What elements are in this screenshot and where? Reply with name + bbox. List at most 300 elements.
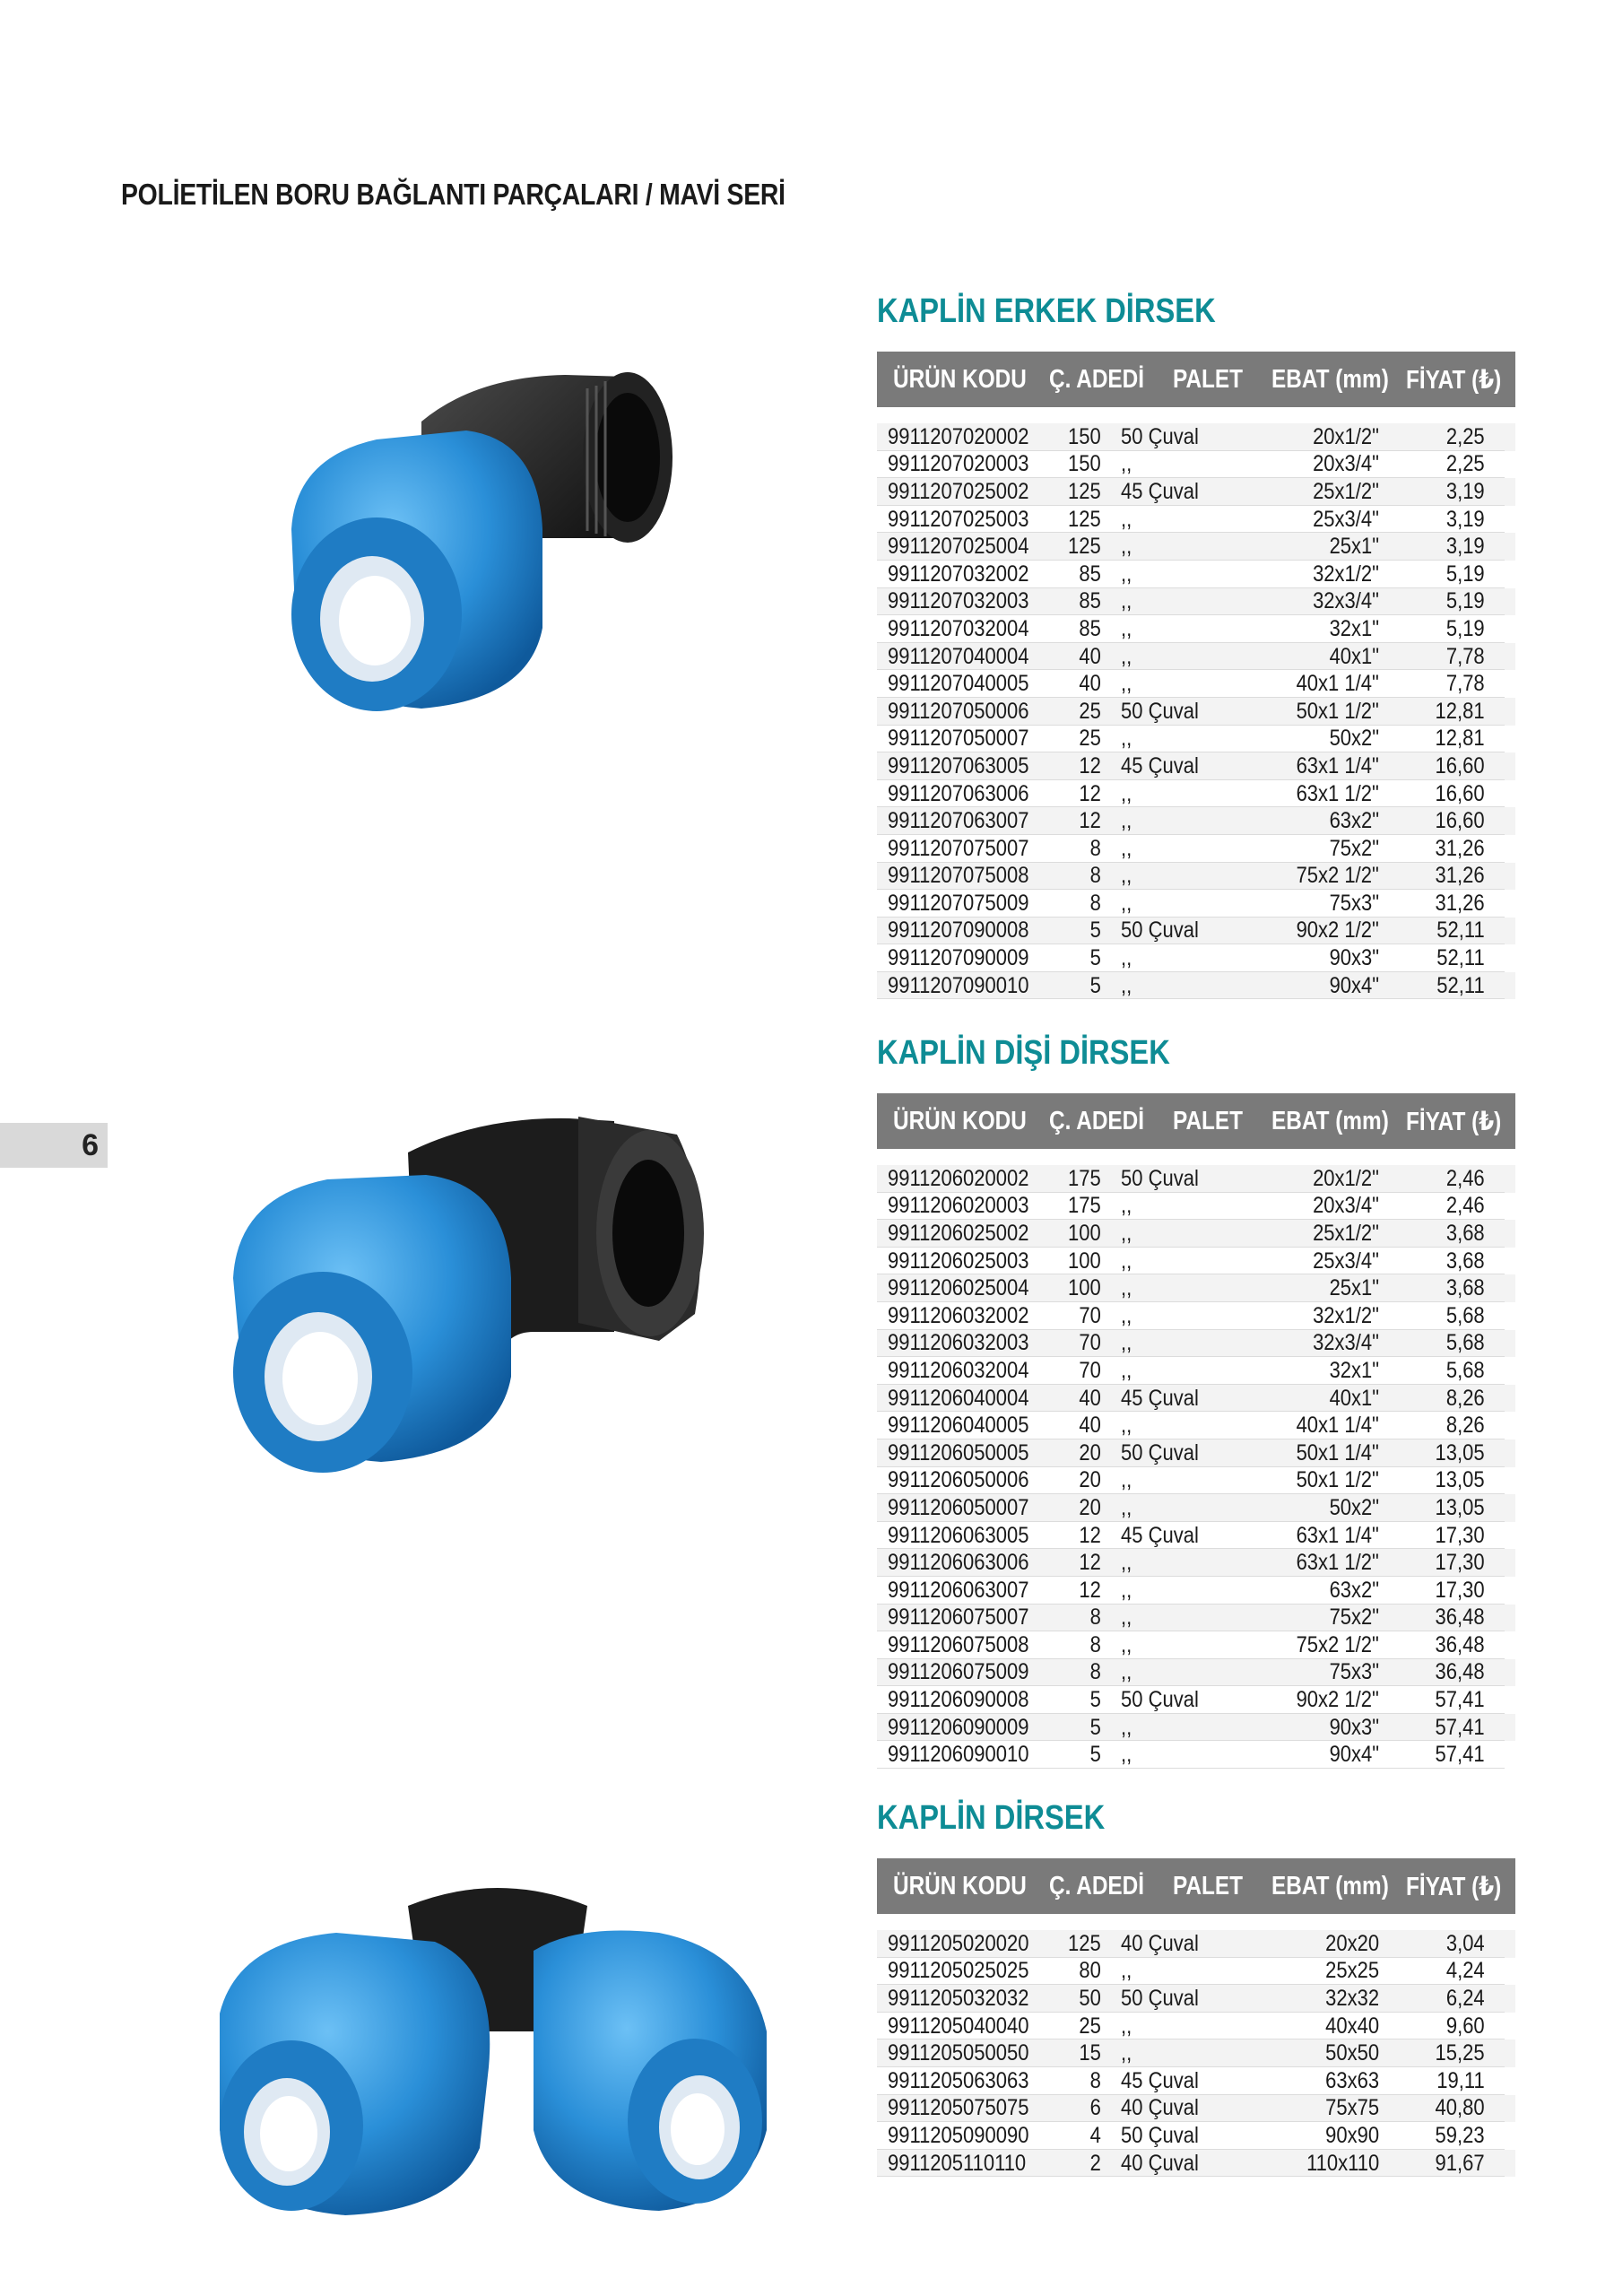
cell-product-code: 9911206075009 bbox=[888, 1659, 1029, 1685]
cell-price: 36,48 bbox=[1435, 1631, 1485, 1657]
cell-pallet: 45 Çuval bbox=[1121, 752, 1199, 778]
cell-bag-qty-wrap bbox=[1047, 753, 1101, 779]
cell-size: 75x75 bbox=[1325, 2095, 1379, 2121]
cell-bag-qty: 85 bbox=[1079, 615, 1101, 641]
cell-size-wrap bbox=[1261, 616, 1379, 642]
cell-size-wrap bbox=[1261, 753, 1379, 779]
cell-size: 32x3/4" bbox=[1313, 1330, 1379, 1356]
cell-pallet-wrap bbox=[1101, 1958, 1261, 1984]
cell-product-code-wrap bbox=[877, 588, 1047, 614]
cell-price-wrap bbox=[1379, 1386, 1485, 1412]
cell-size: 25x1/2" bbox=[1313, 1220, 1379, 1246]
cell-size-wrap bbox=[1261, 2040, 1379, 2066]
cell-price-wrap bbox=[1379, 1495, 1485, 1521]
cell-bag-qty-wrap bbox=[1047, 2013, 1101, 2039]
cell-price-wrap bbox=[1379, 1193, 1485, 1219]
cell-price-wrap bbox=[1379, 973, 1485, 999]
cell-size-wrap bbox=[1261, 1193, 1379, 1219]
cell-size-wrap bbox=[1261, 2068, 1379, 2094]
cell-price: 5,68 bbox=[1446, 1330, 1485, 1356]
cell-size: 90x2 1/2" bbox=[1296, 918, 1379, 944]
cell-price: 3,68 bbox=[1446, 1275, 1485, 1301]
cell-bag-qty: 12 bbox=[1079, 1522, 1101, 1548]
cell-product-code-wrap bbox=[877, 2068, 1047, 2094]
table-body bbox=[877, 1165, 1515, 1769]
cell-size-wrap bbox=[1261, 424, 1379, 450]
cell-price: 36,48 bbox=[1435, 1605, 1485, 1631]
cell-size-wrap bbox=[1261, 699, 1379, 725]
cell-pallet: ,, bbox=[1121, 534, 1132, 560]
cell-bag-qty: 5 bbox=[1089, 1714, 1101, 1740]
cell-pallet-wrap bbox=[1101, 918, 1261, 944]
cell-bag-qty: 20 bbox=[1079, 1467, 1101, 1493]
cell-size-wrap bbox=[1261, 561, 1379, 587]
cell-size: 90x2 1/2" bbox=[1296, 1687, 1379, 1713]
cell-size-wrap bbox=[1261, 973, 1379, 999]
cell-product-code-wrap bbox=[877, 1248, 1047, 1274]
cell-product-code-wrap bbox=[877, 1358, 1047, 1384]
cell-bag-qty: 125 bbox=[1068, 534, 1101, 560]
cell-size: 75x2 1/2" bbox=[1296, 863, 1379, 889]
table-row bbox=[877, 1357, 1515, 1385]
cell-size-wrap bbox=[1261, 918, 1379, 944]
cell-bag-qty-wrap bbox=[1047, 891, 1101, 917]
cell-pallet-wrap bbox=[1101, 1221, 1261, 1247]
cell-product-code-wrap bbox=[877, 726, 1047, 752]
cell-bag-qty: 5 bbox=[1089, 1687, 1101, 1713]
header-pallet: PALET bbox=[1173, 1871, 1244, 1900]
cell-size: 63x1 1/4" bbox=[1296, 1522, 1379, 1548]
cell-pallet-wrap bbox=[1101, 616, 1261, 642]
cell-pallet-wrap bbox=[1101, 1358, 1261, 1384]
cell-bag-qty-wrap bbox=[1047, 561, 1101, 587]
table-row bbox=[877, 918, 1515, 945]
cell-bag-qty: 85 bbox=[1079, 561, 1101, 587]
cell-bag-qty: 8 bbox=[1089, 1659, 1101, 1685]
cell-price-wrap bbox=[1379, 588, 1485, 614]
cell-bag-qty: 12 bbox=[1079, 1550, 1101, 1576]
cell-size: 25x1" bbox=[1329, 534, 1379, 560]
cell-product-code: 9911206025004 bbox=[888, 1275, 1029, 1301]
cell-bag-qty: 20 bbox=[1079, 1439, 1101, 1465]
cell-bag-qty-wrap bbox=[1047, 1166, 1101, 1192]
cell-pallet-wrap bbox=[1101, 1523, 1261, 1549]
cell-bag-qty-wrap bbox=[1047, 1523, 1101, 1549]
cell-size-wrap bbox=[1261, 1358, 1379, 1384]
table-header bbox=[877, 352, 1515, 407]
cell-size: 32x1" bbox=[1329, 615, 1379, 641]
cell-product-code: 9911205063063 bbox=[888, 2067, 1029, 2093]
page-title: POLİETİLEN BORU BAĞLANTI PARÇALARI / MAVİ SERİ bbox=[121, 178, 785, 211]
header-product-code: ÜRÜN KODU bbox=[893, 1106, 1027, 1135]
cell-size-wrap bbox=[1261, 1248, 1379, 1274]
cell-pallet-wrap bbox=[1101, 1931, 1261, 1957]
table-row bbox=[877, 1686, 1515, 1714]
cell-bag-qty: 8 bbox=[1089, 1631, 1101, 1657]
cell-bag-qty: 40 bbox=[1079, 671, 1101, 697]
cell-product-code-wrap bbox=[877, 1958, 1047, 1984]
cell-pallet-wrap bbox=[1101, 1386, 1261, 1412]
cell-price-wrap bbox=[1379, 534, 1485, 560]
table-row bbox=[877, 1741, 1515, 1769]
cell-pallet: 50 Çuval bbox=[1121, 2122, 1199, 2148]
cell-product-code: 9911205090090 bbox=[888, 2122, 1029, 2148]
cell-pallet: ,, bbox=[1121, 1220, 1132, 1246]
cell-price: 12,81 bbox=[1435, 726, 1485, 752]
cell-pallet-wrap bbox=[1101, 1303, 1261, 1329]
cell-size-wrap bbox=[1261, 1166, 1379, 1192]
header-bag-qty: Ç. ADEDİ bbox=[1049, 364, 1145, 394]
cell-bag-qty: 2 bbox=[1089, 2150, 1101, 2176]
table-row bbox=[877, 533, 1515, 561]
cell-price: 5,19 bbox=[1446, 615, 1485, 641]
cell-price: 91,67 bbox=[1435, 2150, 1485, 2176]
cell-pallet-wrap bbox=[1101, 973, 1261, 999]
cell-bag-qty: 8 bbox=[1089, 863, 1101, 889]
cell-product-code: 9911207075008 bbox=[888, 863, 1029, 889]
cell-price: 52,11 bbox=[1436, 918, 1485, 944]
cell-product-code-wrap bbox=[877, 1986, 1047, 2012]
cell-bag-qty: 85 bbox=[1079, 588, 1101, 614]
cell-price: 7,78 bbox=[1446, 643, 1485, 669]
table-row bbox=[877, 698, 1515, 726]
cell-product-code: 9911207025003 bbox=[888, 506, 1029, 532]
cell-price-wrap bbox=[1379, 507, 1485, 533]
cell-size-wrap bbox=[1261, 1931, 1379, 1957]
cell-product-code: 9911207032002 bbox=[888, 561, 1029, 587]
table-row bbox=[877, 1412, 1515, 1439]
cell-price: 52,11 bbox=[1436, 972, 1485, 998]
cell-bag-qty-wrap bbox=[1047, 1958, 1101, 1984]
table-row bbox=[877, 1467, 1515, 1495]
cell-price-wrap bbox=[1379, 1330, 1485, 1356]
cell-product-code: 9911206025002 bbox=[888, 1220, 1029, 1246]
cell-price-wrap bbox=[1379, 1221, 1485, 1247]
cell-price: 5,19 bbox=[1446, 561, 1485, 587]
section-title: KAPLİN DİRSEK bbox=[877, 1799, 1106, 1837]
cell-price: 13,05 bbox=[1435, 1439, 1485, 1465]
cell-price-wrap bbox=[1379, 1166, 1485, 1192]
cell-product-code-wrap bbox=[877, 699, 1047, 725]
cell-bag-qty: 15 bbox=[1079, 2040, 1101, 2066]
table-row bbox=[877, 1549, 1515, 1577]
cell-price-wrap bbox=[1379, 2151, 1485, 2177]
cell-product-code: 9911205050050 bbox=[888, 2040, 1029, 2066]
cell-price: 8,26 bbox=[1446, 1413, 1485, 1439]
cell-pallet-wrap bbox=[1101, 451, 1261, 477]
cell-pallet: 50 Çuval bbox=[1121, 1687, 1199, 1713]
cell-size: 20x1/2" bbox=[1313, 1165, 1379, 1191]
cell-size-wrap bbox=[1261, 1659, 1379, 1685]
cell-pallet: ,, bbox=[1121, 451, 1132, 477]
cell-bag-qty: 125 bbox=[1068, 1930, 1101, 1956]
cell-size-wrap bbox=[1261, 451, 1379, 477]
cell-bag-qty-wrap bbox=[1047, 1221, 1101, 1247]
cell-pallet: ,, bbox=[1121, 1357, 1132, 1383]
cell-product-code-wrap bbox=[877, 1275, 1047, 1301]
cell-product-code-wrap bbox=[877, 1440, 1047, 1466]
cell-price: 4,24 bbox=[1446, 1958, 1485, 1984]
section-male-elbow bbox=[877, 291, 1515, 999]
cell-product-code: 9911207090008 bbox=[888, 918, 1029, 944]
cell-bag-qty: 125 bbox=[1068, 478, 1101, 504]
header-pallet: PALET bbox=[1173, 364, 1244, 394]
cell-pallet-wrap bbox=[1101, 1413, 1261, 1439]
cell-price-wrap bbox=[1379, 1632, 1485, 1658]
cell-size: 110x110 bbox=[1306, 2150, 1379, 2176]
cell-price-wrap bbox=[1379, 1605, 1485, 1631]
cell-price: 2,25 bbox=[1446, 423, 1485, 449]
cell-size: 25x25 bbox=[1325, 1958, 1379, 1984]
cell-size-wrap bbox=[1261, 1550, 1379, 1576]
cell-bag-qty-wrap bbox=[1047, 2151, 1101, 2177]
cell-pallet-wrap bbox=[1101, 863, 1261, 889]
cell-bag-qty: 12 bbox=[1079, 808, 1101, 834]
cell-size-wrap bbox=[1261, 836, 1379, 862]
cell-pallet-wrap bbox=[1101, 836, 1261, 862]
cell-pallet-wrap bbox=[1101, 1742, 1261, 1768]
table-row bbox=[877, 1193, 1515, 1221]
cell-product-code-wrap bbox=[877, 1303, 1047, 1329]
cell-bag-qty-wrap bbox=[1047, 1931, 1101, 1957]
header-price: FİYAT (₺) bbox=[1406, 365, 1502, 395]
cell-size-wrap bbox=[1261, 644, 1379, 670]
table-row bbox=[877, 561, 1515, 588]
cell-pallet: ,, bbox=[1121, 671, 1132, 697]
cell-bag-qty-wrap bbox=[1047, 588, 1101, 614]
table-row bbox=[877, 726, 1515, 753]
header-size: EBAT (mm) bbox=[1271, 364, 1389, 394]
cell-product-code-wrap bbox=[877, 1687, 1047, 1713]
cell-bag-qty-wrap bbox=[1047, 507, 1101, 533]
cell-bag-qty-wrap bbox=[1047, 1632, 1101, 1658]
cell-price-wrap bbox=[1379, 451, 1485, 477]
cell-pallet: ,, bbox=[1121, 1248, 1132, 1274]
cell-bag-qty-wrap bbox=[1047, 451, 1101, 477]
cell-pallet-wrap bbox=[1101, 1578, 1261, 1604]
cell-pallet: ,, bbox=[1121, 1550, 1132, 1576]
cell-size: 40x1 1/4" bbox=[1296, 1413, 1379, 1439]
cell-size: 32x32 bbox=[1325, 1985, 1379, 2011]
cell-pallet-wrap bbox=[1101, 1550, 1261, 1576]
cell-price: 59,23 bbox=[1435, 2122, 1485, 2148]
cell-product-code-wrap bbox=[877, 1193, 1047, 1219]
cell-bag-qty-wrap bbox=[1047, 863, 1101, 889]
table-row bbox=[877, 643, 1515, 671]
cell-pallet-wrap bbox=[1101, 1193, 1261, 1219]
table-row bbox=[877, 478, 1515, 506]
cell-price-wrap bbox=[1379, 2095, 1485, 2121]
cell-price: 17,30 bbox=[1435, 1522, 1485, 1548]
cell-product-code-wrap bbox=[877, 1166, 1047, 1192]
cell-pallet: ,, bbox=[1121, 1330, 1132, 1356]
cell-size: 50x1 1/2" bbox=[1296, 1467, 1379, 1493]
cell-size: 40x1" bbox=[1329, 643, 1379, 669]
cell-bag-qty-wrap bbox=[1047, 616, 1101, 642]
cell-pallet-wrap bbox=[1101, 1687, 1261, 1713]
cell-size-wrap bbox=[1261, 1303, 1379, 1329]
cell-product-code: 9911206040005 bbox=[888, 1413, 1029, 1439]
cell-pallet: 50 Çuval bbox=[1121, 918, 1199, 944]
cell-price-wrap bbox=[1379, 1578, 1485, 1604]
cell-price: 57,41 bbox=[1435, 1742, 1485, 1768]
cell-bag-qty: 100 bbox=[1068, 1248, 1101, 1274]
cell-size-wrap bbox=[1261, 2095, 1379, 2121]
cell-bag-qty-wrap bbox=[1047, 1358, 1101, 1384]
cell-bag-qty-wrap bbox=[1047, 726, 1101, 752]
header-price: FİYAT (₺) bbox=[1406, 1872, 1502, 1901]
cell-price: 3,19 bbox=[1446, 534, 1485, 560]
table-row bbox=[877, 1165, 1515, 1193]
cell-price-wrap bbox=[1379, 1931, 1485, 1957]
cell-product-code-wrap bbox=[877, 1495, 1047, 1521]
cell-size-wrap bbox=[1261, 1467, 1379, 1493]
cell-size: 63x2" bbox=[1329, 808, 1379, 834]
cell-size: 50x1 1/4" bbox=[1296, 1439, 1379, 1465]
cell-price: 36,48 bbox=[1435, 1659, 1485, 1685]
cell-size-wrap bbox=[1261, 534, 1379, 560]
table-row bbox=[877, 1248, 1515, 1275]
cell-size-wrap bbox=[1261, 671, 1379, 697]
cell-product-code: 9911205032032 bbox=[888, 1985, 1029, 2011]
cell-pallet-wrap bbox=[1101, 1330, 1261, 1356]
cell-price-wrap bbox=[1379, 1440, 1485, 1466]
cell-price: 16,60 bbox=[1435, 780, 1485, 806]
header-size: EBAT (mm) bbox=[1271, 1871, 1389, 1900]
cell-size: 40x40 bbox=[1325, 2013, 1379, 2039]
cell-price-wrap bbox=[1379, 1467, 1485, 1493]
cell-size: 63x1 1/2" bbox=[1296, 1550, 1379, 1576]
section-title: KAPLİN ERKEK DİRSEK bbox=[877, 292, 1216, 330]
cell-product-code: 9911205020020 bbox=[888, 1930, 1029, 1956]
cell-pallet: 45 Çuval bbox=[1121, 478, 1199, 504]
cell-bag-qty-wrap bbox=[1047, 2068, 1101, 2094]
cell-size: 20x20 bbox=[1325, 1930, 1379, 1956]
cell-pallet-wrap bbox=[1101, 507, 1261, 533]
table-row bbox=[877, 2067, 1515, 2095]
cell-price: 31,26 bbox=[1435, 863, 1485, 889]
cell-size: 32x1" bbox=[1329, 1357, 1379, 1383]
cell-size-wrap bbox=[1261, 863, 1379, 889]
cell-product-code-wrap bbox=[877, 863, 1047, 889]
header-price: FİYAT (₺) bbox=[1406, 1107, 1502, 1136]
cell-pallet: ,, bbox=[1121, 780, 1132, 806]
cell-bag-qty-wrap bbox=[1047, 1605, 1101, 1631]
cell-bag-qty: 40 bbox=[1079, 1413, 1101, 1439]
cell-bag-qty: 8 bbox=[1089, 835, 1101, 861]
cell-product-code-wrap bbox=[877, 1605, 1047, 1631]
cell-bag-qty-wrap bbox=[1047, 2095, 1101, 2121]
table-row bbox=[877, 890, 1515, 918]
cell-product-code-wrap bbox=[877, 1523, 1047, 1549]
cell-price-wrap bbox=[1379, 1358, 1485, 1384]
cell-product-code-wrap bbox=[877, 1578, 1047, 1604]
cell-product-code: 9911207063006 bbox=[888, 780, 1029, 806]
cell-size-wrap bbox=[1261, 1958, 1379, 1984]
table-header bbox=[877, 1093, 1515, 1149]
cell-product-code: 9911206090010 bbox=[888, 1742, 1029, 1768]
cell-price-wrap bbox=[1379, 1986, 1485, 2012]
cell-product-code-wrap bbox=[877, 1386, 1047, 1412]
cell-product-code-wrap bbox=[877, 1632, 1047, 1658]
cell-size: 25x1" bbox=[1329, 1275, 1379, 1301]
cell-price-wrap bbox=[1379, 918, 1485, 944]
cell-product-code-wrap bbox=[877, 973, 1047, 999]
cell-pallet: 45 Çuval bbox=[1121, 1385, 1199, 1411]
cell-price-wrap bbox=[1379, 863, 1485, 889]
cell-pallet-wrap bbox=[1101, 424, 1261, 450]
table-row bbox=[877, 1522, 1515, 1550]
cell-pallet-wrap bbox=[1101, 781, 1261, 807]
cell-product-code-wrap bbox=[877, 2123, 1047, 2149]
cell-size-wrap bbox=[1261, 2151, 1379, 2177]
cell-bag-qty: 70 bbox=[1079, 1357, 1101, 1383]
cell-bag-qty-wrap bbox=[1047, 973, 1101, 999]
cell-price: 16,60 bbox=[1435, 808, 1485, 834]
cell-bag-qty-wrap bbox=[1047, 1413, 1101, 1439]
cell-size-wrap bbox=[1261, 1632, 1379, 1658]
cell-size: 90x90 bbox=[1325, 2122, 1379, 2148]
header-size: EBAT (mm) bbox=[1271, 1106, 1389, 1135]
table-row bbox=[877, 1985, 1515, 2013]
cell-product-code-wrap bbox=[877, 918, 1047, 944]
cell-price: 2,25 bbox=[1446, 451, 1485, 477]
cell-size: 20x1/2" bbox=[1313, 423, 1379, 449]
cell-product-code-wrap bbox=[877, 616, 1047, 642]
table-row bbox=[877, 835, 1515, 863]
cell-product-code-wrap bbox=[877, 534, 1047, 560]
table-row bbox=[877, 423, 1515, 451]
cell-price: 31,26 bbox=[1435, 835, 1485, 861]
cell-size: 50x2" bbox=[1329, 726, 1379, 752]
cell-bag-qty: 100 bbox=[1068, 1275, 1101, 1301]
cell-product-code: 9911206020002 bbox=[888, 1165, 1029, 1191]
table-row bbox=[877, 863, 1515, 891]
section-title: KAPLİN DİŞİ DİRSEK bbox=[877, 1034, 1170, 1072]
cell-price: 15,25 bbox=[1435, 2040, 1485, 2066]
cell-product-code: 9911206032003 bbox=[888, 1330, 1029, 1356]
table-row bbox=[877, 506, 1515, 534]
cell-pallet: ,, bbox=[1121, 588, 1132, 614]
table-row bbox=[877, 2039, 1515, 2067]
cell-pallet: ,, bbox=[1121, 1413, 1132, 1439]
cell-pallet-wrap bbox=[1101, 1495, 1261, 1521]
cell-pallet: ,, bbox=[1121, 561, 1132, 587]
cell-size: 75x2 1/2" bbox=[1296, 1631, 1379, 1657]
cell-pallet: ,, bbox=[1121, 2013, 1132, 2039]
cell-product-code: 9911206032002 bbox=[888, 1302, 1029, 1328]
cell-bag-qty-wrap bbox=[1047, 671, 1101, 697]
cell-product-code-wrap bbox=[877, 2151, 1047, 2177]
table-row bbox=[877, 2013, 1515, 2040]
cell-product-code: 9911207040005 bbox=[888, 671, 1029, 697]
cell-price-wrap bbox=[1379, 2123, 1485, 2149]
cell-pallet-wrap bbox=[1101, 2040, 1261, 2066]
table-row bbox=[877, 807, 1515, 835]
cell-pallet-wrap bbox=[1101, 2095, 1261, 2121]
cell-product-code: 9911206020003 bbox=[888, 1193, 1029, 1219]
cell-price: 17,30 bbox=[1435, 1577, 1485, 1603]
cell-product-code: 9911207063007 bbox=[888, 808, 1029, 834]
cell-pallet-wrap bbox=[1101, 891, 1261, 917]
table-row bbox=[877, 451, 1515, 479]
cell-price: 8,26 bbox=[1446, 1385, 1485, 1411]
cell-pallet: 40 Çuval bbox=[1121, 1930, 1199, 1956]
table-row bbox=[877, 1330, 1515, 1358]
cell-product-code-wrap bbox=[877, 561, 1047, 587]
cell-size-wrap bbox=[1261, 1578, 1379, 1604]
cell-product-code: 9911207025004 bbox=[888, 534, 1029, 560]
